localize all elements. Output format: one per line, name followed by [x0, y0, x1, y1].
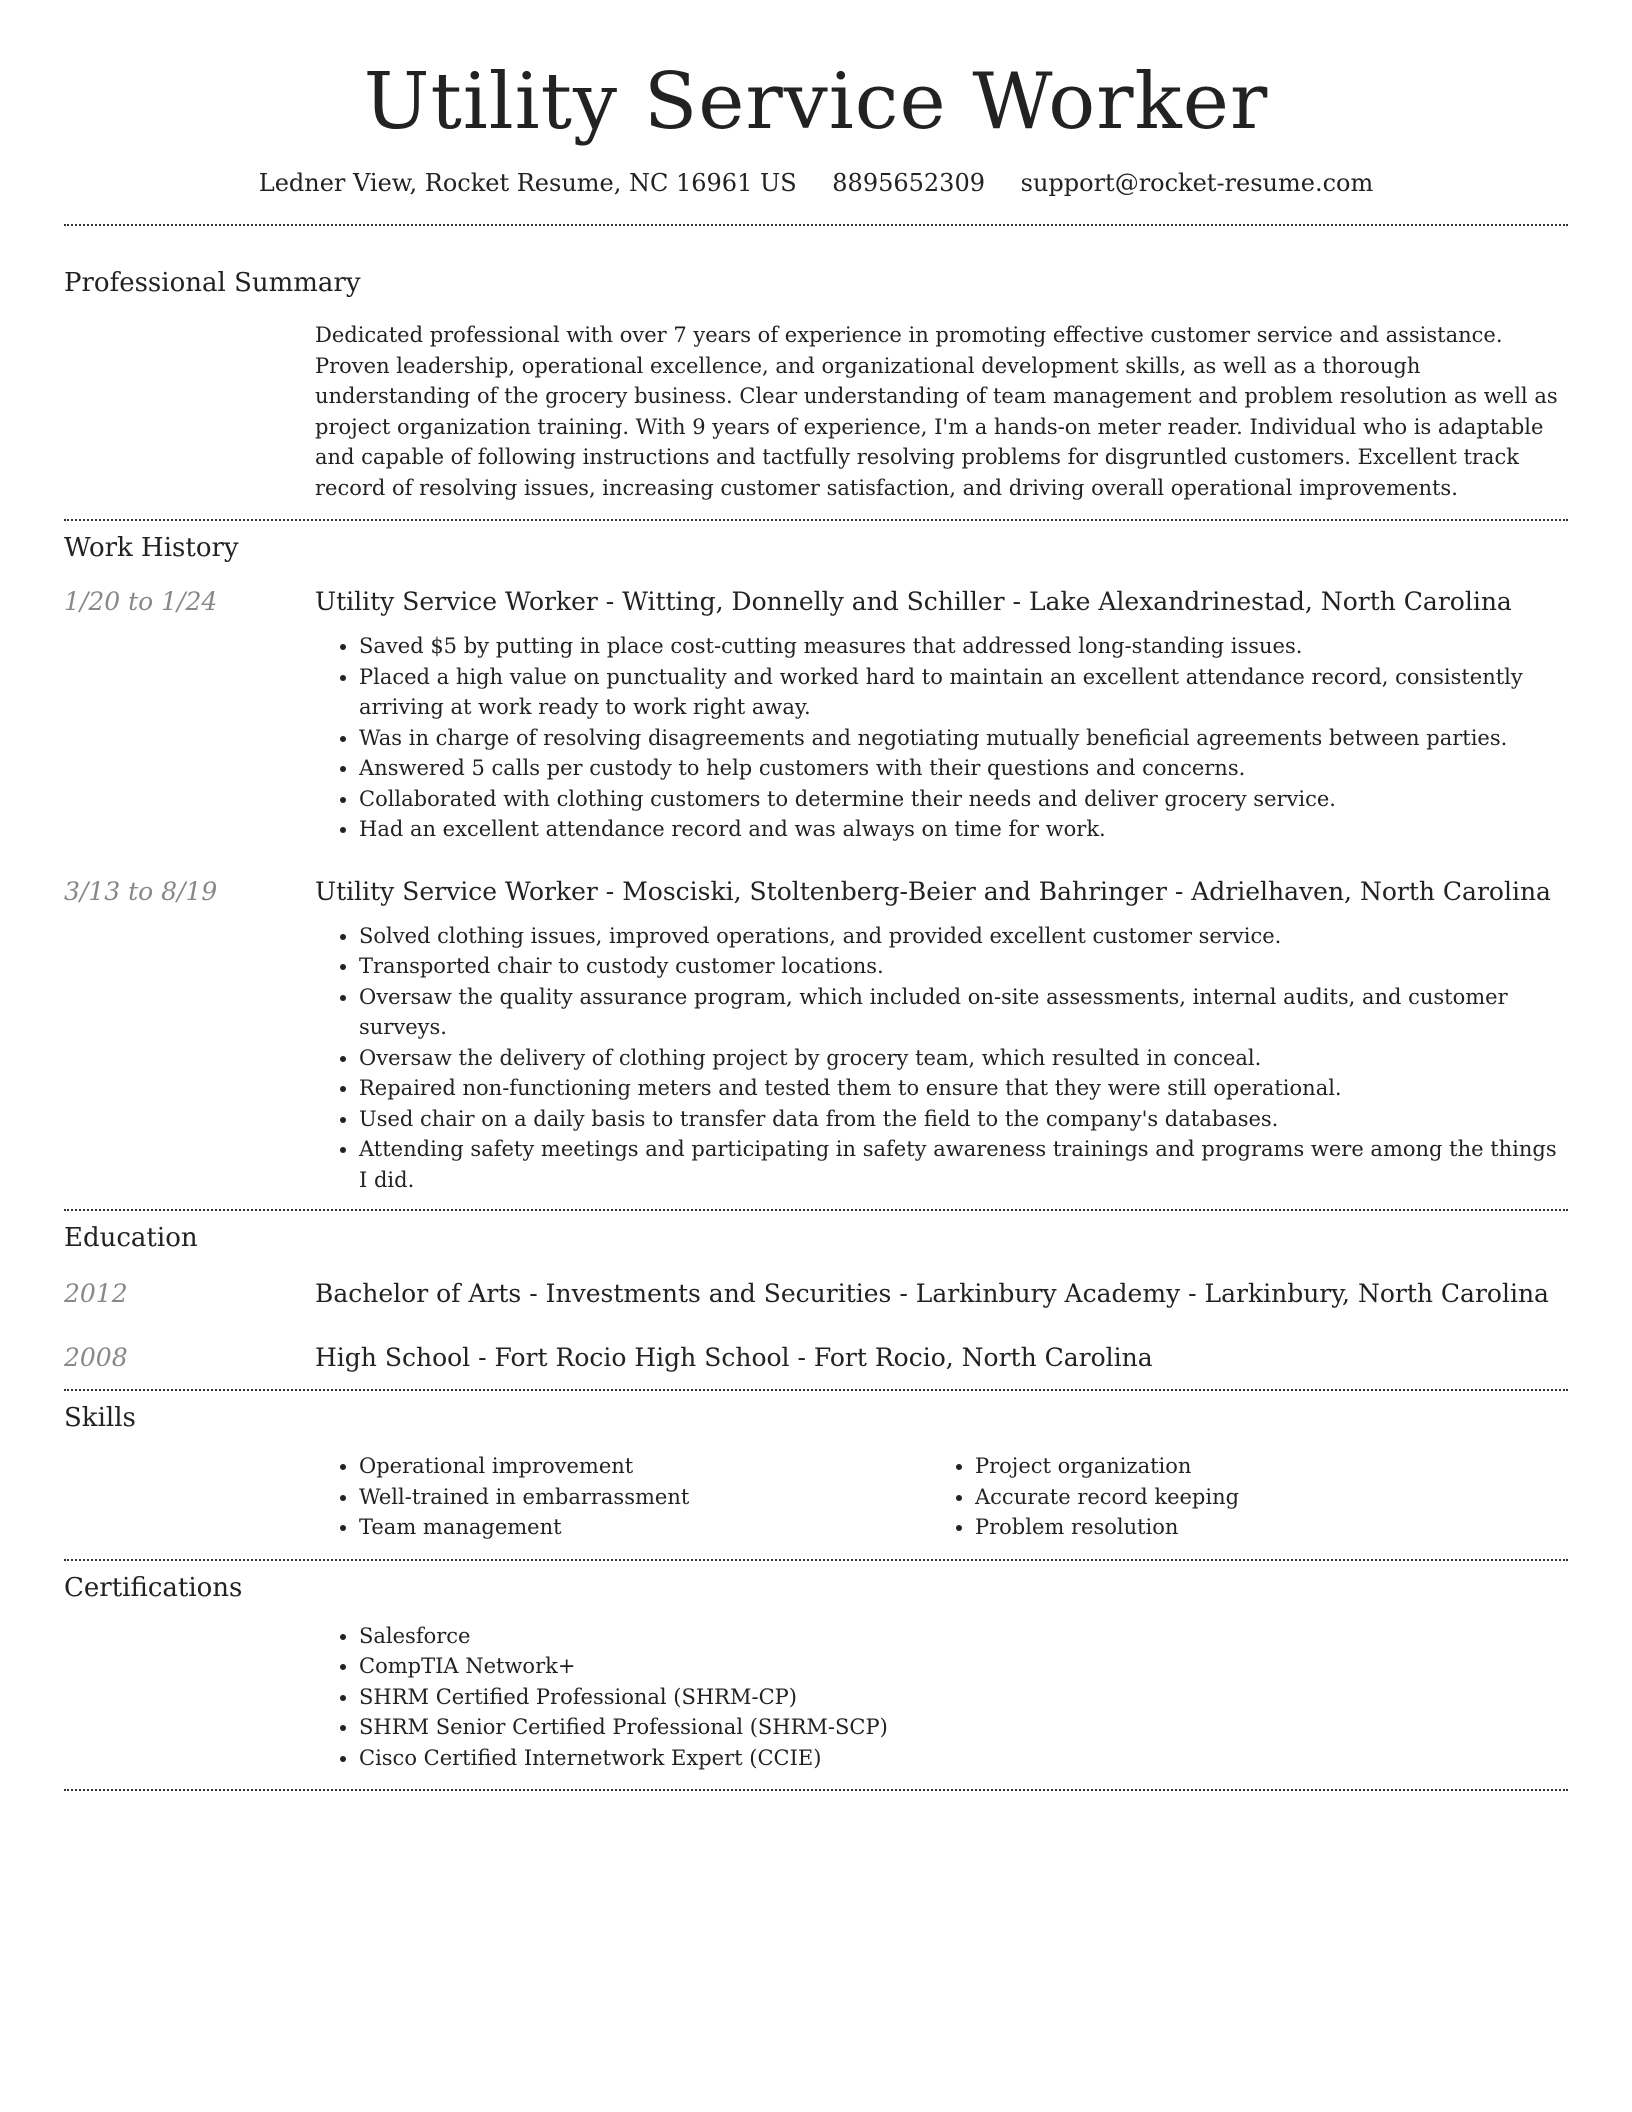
education-degree: High School	[315, 1343, 471, 1372]
list-item: • Attending safety meetings and participating in safety awareness trainings and programs were among the things I did.	[359, 1134, 1568, 1195]
list-item: • CompTIA Network+	[359, 1651, 1568, 1682]
education-section	[64, 1211, 1568, 1389]
list-item: • Answered 5 calls per custody to help customers with their questions and concerns.	[359, 753, 1568, 784]
contact-line	[64, 166, 1568, 200]
education-heading	[315, 1277, 1568, 1311]
list-item: • Collaborated with clothing customers to determine their needs and deliver grocery service.	[359, 784, 1568, 815]
skills-section	[64, 1391, 1568, 1559]
summary-title: Professional Summary	[64, 268, 361, 298]
list-item: • Was in charge of resolving disagreements and negotiating mutually beneficial agreements between parties.	[359, 723, 1568, 754]
summary-text: Dedicated professional with over 7 years of experience in promoting effective customer service and assistance. Proven leadership, operational excellence, and organizational development skills, as well as a thorough understanding of the grocery business. Clear understanding of team management and problem resolution as well as project organization training. With 9 years of experience, I'm a hands-on meter reader. Individual who is adaptable and capable of following instructions and tactfully resolving problems for disgruntled customers. Excellent track record of resolving issues, increasing customer satisfaction, and driving overall operational improvements.	[315, 323, 1558, 500]
job-role: Utility Service Worker	[315, 587, 598, 616]
job-details: - Mosciski, Stoltenberg-Beier and Bahringer - Adrielhaven, North Carolina	[597, 876, 1551, 906]
list-item: • Had an excellent attendance record and was always on time for work.	[359, 814, 1568, 845]
job-heading	[315, 875, 1568, 909]
contact-email: support@rocket-resume.com	[1020, 169, 1374, 197]
list-item: • Transported chair to custody customer locations.	[359, 951, 1568, 982]
candidate-name: Utility Service Worker	[363, 57, 1269, 147]
skills-left-list	[315, 1451, 931, 1543]
list-item: • SHRM Senior Certified Professional (SHRM-SCP)	[359, 1712, 1568, 1743]
list-item: • Oversaw the quality assurance program, which included on-site assessments, internal audits, and customer surveys.	[359, 982, 1568, 1043]
education-heading	[315, 1341, 1568, 1375]
job-body	[315, 585, 1568, 845]
education-details: - Fort Rocio High School - Fort Rocio, North Carolina	[470, 1343, 1153, 1372]
list-item: • Oversaw the delivery of clothing project by grocery team, which resulted in conceal.	[359, 1043, 1568, 1074]
job-bullets	[315, 921, 1568, 1196]
contact-phone: 8895652309	[832, 169, 985, 197]
list-item: • Repaired non-functioning meters and tested them to ensure that they were still operational.	[359, 1073, 1568, 1104]
list-item: • Salesforce	[359, 1621, 1568, 1652]
list-item: • Operational improvement	[359, 1451, 931, 1482]
job-bullets	[315, 631, 1568, 845]
list-item: • Well-trained in embarrassment	[359, 1482, 931, 1513]
skills-grid	[315, 1451, 1568, 1559]
work-history-title: Work History	[64, 533, 239, 563]
education-year: 2012	[64, 1279, 128, 1308]
job-entry	[64, 585, 1568, 845]
skills-right-list	[931, 1451, 1547, 1543]
education-details: - Larkinbury Academy - Larkinbury, North Carolina	[891, 1279, 1549, 1308]
contact-address: Ledner View, Rocket Resume, NC 16961 US	[258, 169, 797, 197]
job-details: - Witting, Donnelly and Schiller - Lake Alexandrinestad, North Carolina	[597, 587, 1512, 616]
list-item: • Cisco Certified Internetwork Expert (CCIE)	[359, 1743, 1568, 1774]
education-title: Education	[64, 1223, 198, 1253]
certifications-title: Certifications	[64, 1572, 243, 1603]
job-role: Utility Service Worker	[315, 876, 598, 906]
list-item: • Placed a high value on punctuality and worked hard to maintain an excellent attendance record, consistently arriving at work ready to work right away.	[359, 662, 1568, 723]
certifications-list-wrap	[315, 1621, 1568, 1790]
certifications-list	[315, 1621, 1568, 1774]
skills-title: Skills	[64, 1403, 136, 1433]
education-entry	[64, 1341, 1568, 1389]
education-year: 2008	[64, 1343, 128, 1372]
list-item: • Team management	[359, 1512, 931, 1543]
divider	[64, 1789, 1568, 1791]
list-item: • Project organization	[975, 1451, 1547, 1482]
list-item: • Problem resolution	[975, 1512, 1547, 1543]
job-entry	[64, 875, 1568, 1210]
job-dates: 1/20 to 1/24	[64, 587, 218, 616]
list-item: • Accurate record keeping	[975, 1482, 1547, 1513]
summary-section	[64, 226, 1568, 519]
work-history-section	[64, 521, 1568, 1209]
education-degree: Bachelor of Arts - Investments and Securities	[315, 1279, 892, 1308]
job-body	[315, 875, 1568, 1196]
education-entry	[64, 1277, 1568, 1311]
list-item: • SHRM Certified Professional (SHRM-CP)	[359, 1682, 1568, 1713]
job-heading	[315, 585, 1568, 619]
list-item: • Saved $5 by putting in place cost-cutting measures that addressed long-standing issues.	[359, 631, 1568, 662]
list-item: • Used chair on a daily basis to transfer data from the field to the company's databases.	[359, 1104, 1568, 1135]
certifications-section	[64, 1561, 1568, 1790]
list-item: • Solved clothing issues, improved operations, and provided excellent customer service.	[359, 921, 1568, 952]
job-dates: 3/13 to 8/19	[64, 876, 218, 906]
